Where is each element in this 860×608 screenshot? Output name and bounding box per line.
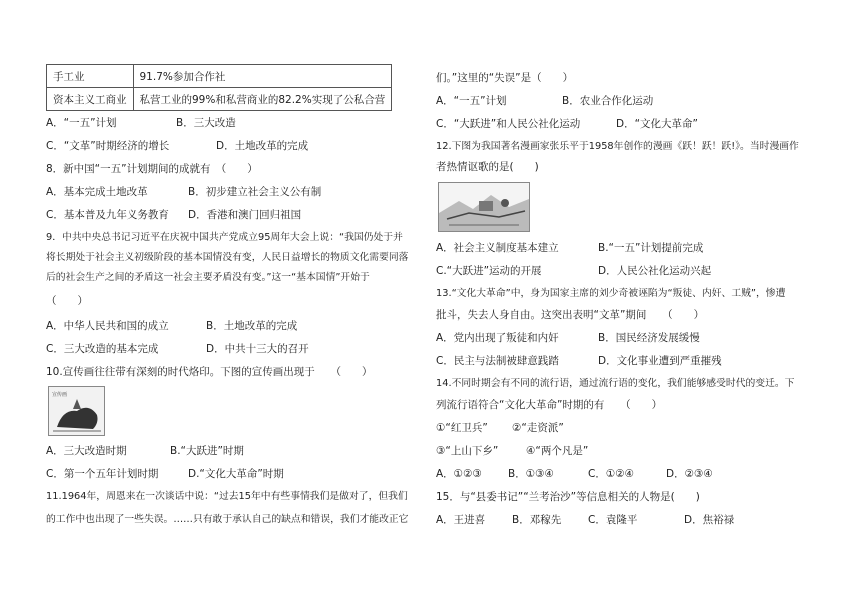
q11-stem-tail: 们。”这里的“失误”是（ ） [436, 72, 574, 84]
cartoon-illustration-icon [439, 183, 529, 231]
q9-stem: 9．中共中央总书记习近平在庆祝中国共产党成立95周年大会上说：“我国仍处于并 [46, 232, 403, 243]
q11-option-c: C．“大跃进”和人民公社化运动 [436, 118, 581, 130]
q14-option-c: C．①②④ [588, 468, 635, 480]
q12-option-a: A．社会主义制度基本建立 [436, 242, 559, 254]
q13-stem: 批斗，失去人身自由。这突出表明“文革”期间 （ ） [436, 309, 705, 321]
q9-stem: 将长期处于社会主义初级阶段的基本国情没有变，人民日益增长的物质文化需要同落 [46, 252, 409, 263]
table-cell: 91.7%参加合作社 [133, 65, 392, 88]
q8-stem: 8．新中国“一五”计划期间的成就有 （ ） [46, 163, 258, 175]
q9-option-b: B．土地改革的完成 [206, 320, 298, 332]
q7-option-d: D．土地改革的完成 [216, 140, 309, 152]
q14-option-a: A．①②③ [436, 468, 482, 480]
q8-option-d: D．香港和澳门回归祖国 [188, 209, 302, 221]
left-column [46, 0, 409, 608]
q14-stem: 列流行语符合“文化大革命”时期的有 （ ） [436, 399, 663, 411]
q10-option-d: D.“文化大革命”时期 [188, 468, 284, 480]
right-column [436, 0, 816, 608]
q14-item: ④“两个凡是” [526, 445, 589, 457]
q15-option-c: C．袁隆平 [588, 514, 638, 526]
q15-option-d: D．焦裕禄 [684, 514, 735, 526]
q11-option-a: A．“一五”计划 [436, 95, 507, 107]
q14-item: ①“红卫兵” [436, 422, 488, 434]
table-cell: 私营工业的99%和私营商业的82.2%实现了公私合营 [133, 88, 392, 111]
q13-option-a: A．党内出现了叛徒和内奸 [436, 332, 559, 344]
table-row [47, 65, 392, 88]
poster-illustration-icon [49, 387, 104, 435]
q10-option-c: C．第一个五年计划时期 [46, 468, 159, 480]
q7-option-c: C．“文革”时期经济的增长 [46, 140, 170, 152]
q14-option-d: D．②③④ [666, 468, 713, 480]
q12-option-d: D．人民公社化运动兴起 [598, 265, 712, 277]
q12-stem: 12.下图为我国著名漫画家张乐平于1958年创作的漫画《跃！跃！跃!》。当时漫画作 [436, 141, 799, 152]
q14-item: ②“走资派” [512, 422, 564, 434]
q15-option-b: B．邓稼先 [512, 514, 562, 526]
table-row [47, 88, 392, 111]
q9-stem: （ ） [46, 295, 88, 307]
q12-option-b: B.“一五”计划提前完成 [598, 242, 704, 254]
q9-option-a: A．中华人民共和国的成立 [46, 320, 169, 332]
q7-option-a: A．“一五”计划 [46, 117, 117, 129]
q9-option-c: C．三大改造的基本完成 [46, 343, 159, 355]
q7-option-b: B．三大改造 [176, 117, 236, 129]
q11-stem: 11.1964年，周恩来在一次谈话中说：“过去15年中有些事情我们是做对了，但我们 [46, 491, 408, 502]
q12-option-c: C.“大跃进”运动的开展 [436, 265, 542, 277]
q13-stem: 13.“文化大革命”中，身为国家主席的刘少奇被诬陷为“叛徒、内奸、工贼”，惨遭 [436, 288, 786, 299]
q13-option-b: B．国民经济发展缓慢 [598, 332, 700, 344]
table-cell: 资本主义工商业 [47, 88, 134, 111]
q11-stem: 的工作中也出现了一些失误。……只有敢于承认自己的缺点和错误，我们才能改正它 [46, 514, 409, 525]
q10-stem: 10.宣传画往往带有深刻的时代烙印。下图的宣传画出现于 （ ） [46, 366, 373, 378]
q14-option-b: B．①③④ [508, 468, 554, 480]
q9-stem: 后的社会生产之间的矛盾这一社会主要矛盾没有变。”这一“基本国情”开始于 [46, 272, 370, 283]
reform-table [46, 64, 392, 111]
q14-stem: 14.不同时期会有不同的流行语，通过流行语的变化，我们能够感受时代的变迁。下 [436, 378, 795, 389]
q12-stem: 者热情讴歌的是( ) [436, 161, 539, 173]
q15-stem: 15．与“县委书记”“兰考治沙”等信息相关的人物是( ) [436, 491, 700, 503]
poster-caption: 宣传画 [52, 392, 68, 398]
q14-item: ③“上山下乡” [436, 445, 499, 457]
q9-option-d: D．中共十三大的召开 [206, 343, 309, 355]
q11-option-d: D．“文化大革命” [616, 118, 698, 130]
q10-option-a: A．三大改造时期 [46, 445, 127, 457]
q15-option-a: A．王进喜 [436, 514, 486, 526]
table-cell: 手工业 [47, 65, 134, 88]
q8-option-c: C．基本普及九年义务教育 [46, 209, 169, 221]
q13-option-d: D．文化事业遭到严重摧残 [598, 355, 722, 367]
cartoon-image [438, 182, 530, 232]
q8-option-b: B．初步建立社会主义公有制 [188, 186, 322, 198]
q11-option-b: B．农业合作化运动 [562, 95, 654, 107]
propaganda-poster-image [48, 386, 105, 436]
q10-option-b: B.“大跃进”时期 [170, 445, 244, 457]
q8-option-a: A．基本完成土地改革 [46, 186, 148, 198]
q13-option-c: C．民主与法制被肆意践踏 [436, 355, 559, 367]
